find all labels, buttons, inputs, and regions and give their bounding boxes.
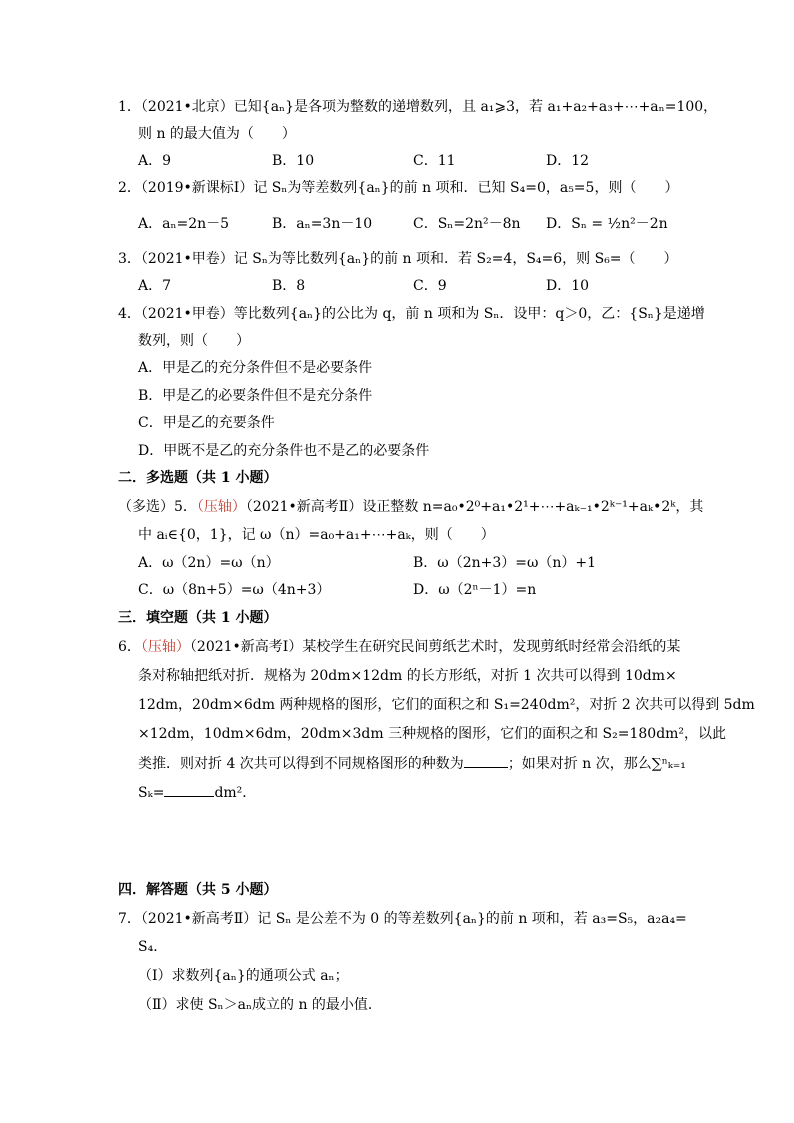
q4-option-d: D．甲既不是乙的充分条件也不是乙的必要条件 (138, 443, 430, 459)
q3-line1: 3．（2021•甲卷）记 Sₙ为等比数列{aₙ}的前 n 项和．若 S₂=4，S₄=6，则 S₆=（ ） (118, 251, 678, 267)
q6-hard-tag: （压轴） (140, 639, 190, 655)
q5-line2: 中 aᵢ∈{0，1}，记 ω（n）=a₀+a₁+⋯+aₖ，则（ ） (138, 527, 495, 543)
q1-option-a: A．9 (138, 153, 172, 169)
q6-line5 (138, 753, 686, 774)
q2-option-b: B．aₙ=3n－10 (272, 216, 373, 232)
q6-line4: ×12dm，10dm×6dm，20dm×3dm 三种规格的图形，它们的面积之和 S₂=180dm²，以此 (138, 726, 727, 742)
q4-line1: 4．（2021•甲卷）等比数列{aₙ}的公比为 q，前 n 项和为 Sₙ．设甲：q＞0，乙：{Sₙ}是递增 (118, 306, 705, 322)
q6-line1-text: （2021•新高考Ⅰ）某校学生在研究民间剪纸艺术时，发现剪纸时经常会沿纸的某 (189, 639, 681, 655)
answer-blank-2[interactable] (164, 782, 214, 797)
q1-option-d: D．12 (546, 153, 590, 169)
q4-option-b: B．甲是乙的必要条件但不是充分条件 (138, 388, 373, 404)
q3-option-c: C．9 (413, 278, 447, 294)
q2-line1: 2．（2019•新课标Ⅰ）记 Sₙ为等差数列{aₙ}的前 n 项和．已知 S₄=0，a₅=5，则（ ） (118, 180, 679, 196)
q2-option-c: C．Sₙ=2n²－8n (413, 216, 521, 232)
q4-line2: 数列，则（ ） (138, 333, 250, 349)
q7-part2: （Ⅱ）求使 Sₙ＞aₙ成立的 n 的最小值． (138, 997, 382, 1013)
q5-hard-tag: （压轴） (196, 499, 246, 515)
q2-option-a: A．aₙ=2n－5 (138, 216, 230, 232)
q5-prefix: （多选）5． (118, 499, 197, 515)
q5-line1-text: （2021•新高考Ⅱ）设正整数 n=a₀•2⁰+a₁•2¹+⋯+aₖ₋₁•2ᵏ⁻¹+aₖ•2ᵏ，其 (245, 499, 704, 515)
q2-option-d: D．Sₙ = ½n²－2n (546, 216, 668, 232)
q6-line2: 条对称轴把纸对折．规格为 20dm×12dm 的长方形纸，对折 1 次共可以得到 10dm× (138, 668, 677, 684)
q6-line6 (138, 782, 256, 803)
q5-option-c: C．ω（8n+5）=ω（4n+3） (138, 582, 331, 598)
q5-option-d: D．ω（2ⁿ－1）=n (413, 582, 537, 598)
q5-line1 (118, 497, 703, 517)
q7-part1: （Ⅰ）求数列{aₙ}的通项公式 aₙ； (138, 968, 349, 984)
q5-option-a: A．ω（2n）=ω（n） (138, 555, 280, 571)
q6-line1 (118, 637, 680, 657)
q4-option-a: A．甲是乙的充分条件但不是必要条件 (138, 360, 373, 376)
section-heading-multiple-choice: 二．多选题（共 1 小题） (118, 470, 278, 486)
q3-option-d: D．10 (546, 278, 590, 294)
q6-line3: 12dm，20dm×6dm 两种规格的图形，它们的面积之和 S₁=240dm²，对折 2 次共可以得到 5dm (138, 697, 755, 713)
q3-option-a: A．7 (138, 278, 172, 294)
q3-option-b: B．8 (272, 278, 306, 294)
q6-line5-text-b: ；如果对折 n 次，那么∑ⁿₖ₌₁ (507, 756, 686, 772)
q6-prefix: 6． (118, 639, 141, 655)
q1-line2: 则 n 的最大值为（ ） (138, 126, 296, 142)
section-heading-solutions: 四．解答题（共 5 小题） (118, 882, 278, 898)
q6-line5-text-a: 类推．则对折 4 次共可以得到不同规格图形的种数为 (138, 756, 464, 772)
q1-line1: 1．（2021•北京）已知{aₙ}是各项为整数的递增数列，且 a₁⩾3，若 a₁+a₂+a₃+⋯+aₙ=100， (118, 99, 718, 115)
q7-line2: S₄． (138, 939, 168, 955)
q6-line6-text-a: Sₖ= (138, 785, 165, 801)
q4-option-c: C．甲是乙的充要条件 (138, 415, 275, 431)
section-heading-fill-in: 三．填空题（共 1 小题） (118, 610, 278, 626)
q6-line6-text-b: dm²． (214, 785, 257, 801)
q7-line1: 7．（2021•新高考Ⅱ）记 Sₙ 是公差不为 0 的等差数列{aₙ}的前 n 项和，若 a₃=S₅，a₂a₄= (118, 911, 687, 927)
q1-option-b: B．10 (272, 153, 315, 169)
q1-option-c: C．11 (413, 153, 456, 169)
q5-option-b: B．ω（2n+3）=ω（n）+1 (413, 555, 597, 571)
answer-blank-1[interactable] (464, 753, 508, 768)
